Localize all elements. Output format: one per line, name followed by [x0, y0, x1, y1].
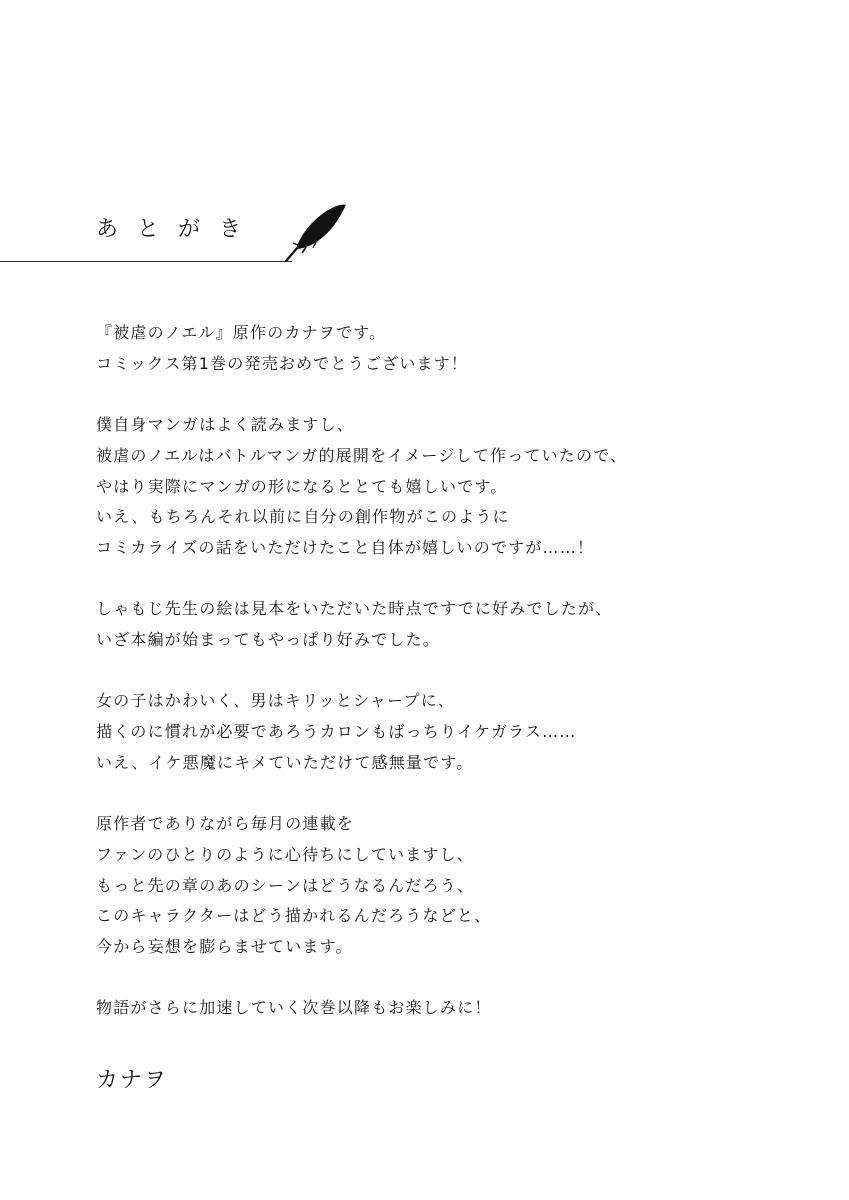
text-line: 物語がさらに加速していく次巻以降もお楽しみに！ [96, 998, 492, 1018]
text-line: いざ本編が始まってもやっぱり好みでした。 [96, 630, 441, 649]
paragraph [96, 318, 816, 379]
header-underline [0, 261, 292, 262]
paragraph [96, 809, 816, 963]
text-line: 描くのに慣れが必要であろうカロンもばっちりイケガラス…… [96, 722, 577, 742]
text-line: コミカライズの話をいただけたこと自体が嬉しいのですが……！ [96, 537, 595, 557]
paragraph [96, 410, 816, 564]
text-line: コミックス第1巻の発売おめでとうございます！ [96, 353, 469, 373]
text-line: 被虐のノエルはバトルマンガ的展開をイメージして作っていたので、 [96, 445, 628, 465]
text-line: ファンのひとりのように心待ちにしていますし、 [96, 844, 475, 864]
text-line: しゃもじ先生の絵は見本をいただいた時点ですでに好みでしたが、 [96, 599, 613, 619]
text-line: いえ、もちろんそれ以前に自分の創作物がこのように [96, 507, 510, 527]
text-line: 原作者でありながら毎月の連載を [96, 814, 355, 834]
afterword-title: あとがき [96, 217, 261, 242]
text-line: いえ、イケ悪魔にキメていただけて感無量です。 [96, 752, 474, 772]
text-line: やはり実際にマンガの形になるととても嬉しいです。 [96, 476, 508, 496]
text-line: もっと先の章のあのシーンはどうなるんだろう、 [96, 875, 475, 895]
text-line: このキャラクターはどう描かれるんだろうなどと、 [96, 906, 492, 926]
text-line: 『被虐のノエル』原作のカナヲです。 [96, 323, 387, 342]
text-line: 女の子はかわいく、男はキリッとシャープに、 [96, 691, 456, 711]
text-line: 僕自身マンガはよく読みますし、 [96, 415, 355, 435]
afterword-body [96, 318, 816, 1055]
paragraph [96, 594, 816, 655]
afterword-header [0, 195, 360, 270]
paragraph [96, 993, 816, 1024]
author-signature: カナヲ [96, 1068, 169, 1093]
paragraph [96, 686, 816, 778]
text-line: 今から妄想を膨らませています。 [96, 937, 353, 956]
feather-quill-icon [280, 195, 352, 265]
